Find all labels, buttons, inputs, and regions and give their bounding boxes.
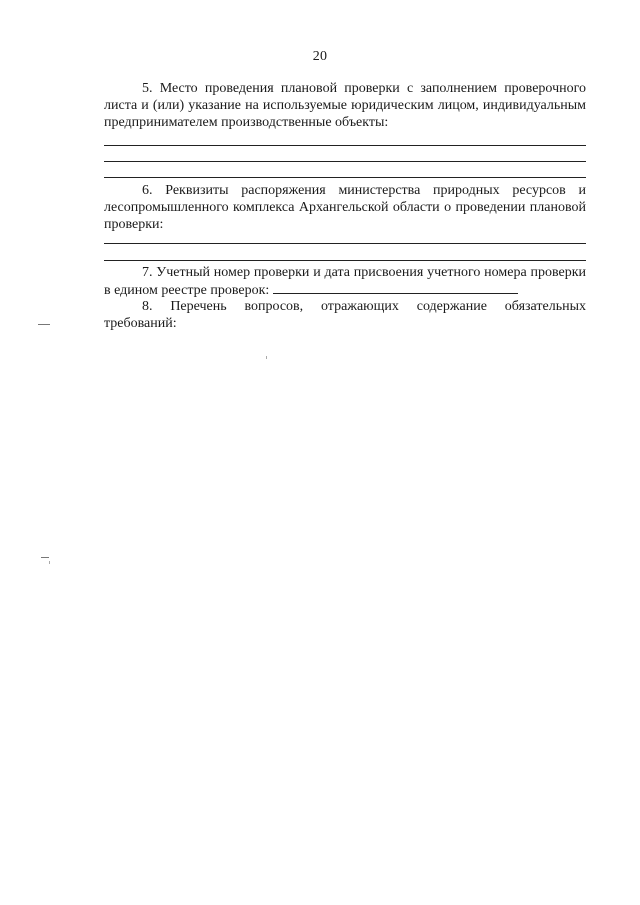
page-number: 20 <box>312 49 328 64</box>
section-item-8 <box>104 298 586 332</box>
item-7-paragraph <box>104 264 586 299</box>
scan-speck-2 <box>49 561 50 564</box>
item-5-fill-line-3[interactable] <box>104 177 586 178</box>
item-8-text: 8. Перечень вопросов, отражающих содержание обязательных требований: <box>104 299 586 331</box>
scan-mark-2 <box>41 557 49 558</box>
section-item-6 <box>104 182 586 233</box>
item-6-fill-line-2[interactable] <box>104 260 586 261</box>
item-7-text: 7. Учетный номер проверки и дата присвоения учетного номера проверки в едином реестре проверок: <box>104 265 586 298</box>
item-5-fill-line-1[interactable] <box>104 145 586 146</box>
item-6-fill-line-1[interactable] <box>104 243 586 244</box>
item-5-text: 5. Место проведения плановой проверки с заполнением проверочного листа и (или) указание на используемые юридическим лицом, индивидуальным предпринимателем производственные объекты: <box>104 81 586 130</box>
section-item-5 <box>104 80 586 131</box>
item-6-text: 6. Реквизиты распоряжения министерства природных ресурсов и лесопромышленного комплекса Архангельской области о проведении плановой проверки: <box>104 183 586 232</box>
item-7-fill-blank[interactable] <box>273 281 518 294</box>
scan-mark-1 <box>38 324 50 325</box>
item-5-fill-line-2[interactable] <box>104 161 586 162</box>
scan-speck-1 <box>266 356 267 359</box>
section-item-7 <box>104 264 586 299</box>
